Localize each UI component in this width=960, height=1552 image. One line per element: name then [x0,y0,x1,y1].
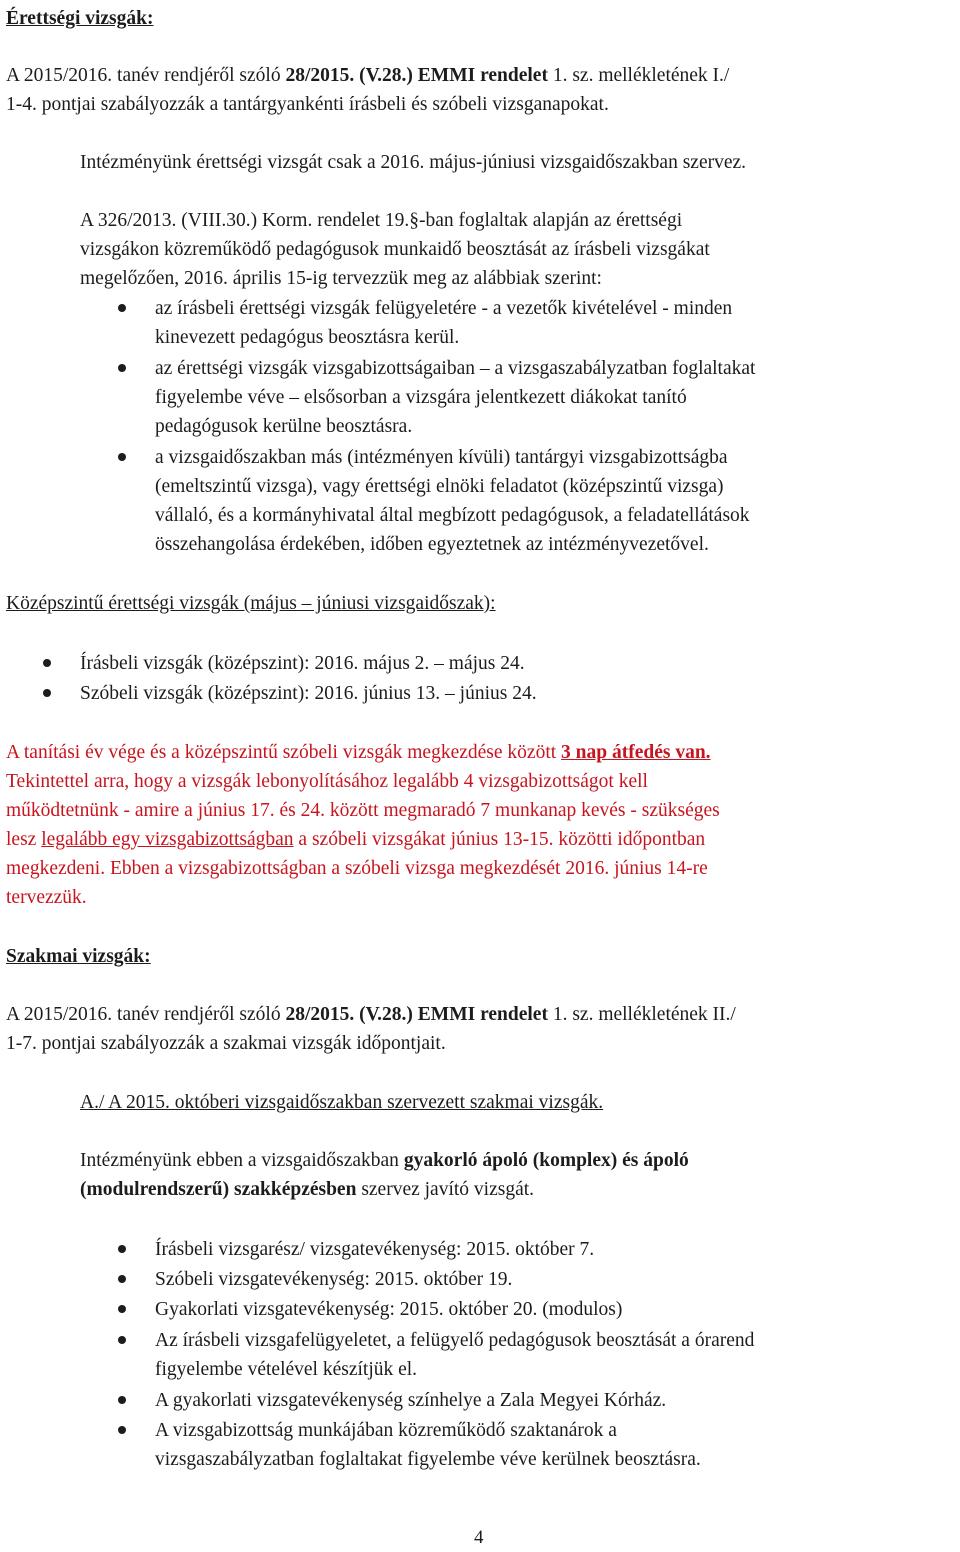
text: szervez javító vizsgát. [356,1179,535,1200]
bullet-icon [118,1275,126,1283]
bullet-icon [118,1245,126,1253]
bullet-icon [43,689,51,697]
list-item: kinevezett pedagógus beosztásra kerül. [155,327,460,348]
bullet-icon [43,659,51,667]
list-item: az írásbeli érettségi vizsgák felügyeletére - a vezetők kivételével - minden [155,298,733,319]
notice-line: tervezzük. [6,887,87,908]
text: 1. sz. mellékletének II./ [547,1004,736,1025]
list-item: az érettségi vizsgák vizsgabizottságaiban – a vizsgaszabályzatban foglaltakat [155,358,756,379]
text: A tanítási év vége és a középszintű szóbeli vizsgák megkezdése között [6,742,562,763]
underlined-text: legalább egy vizsgabizottságban [41,829,294,850]
paragraph-line: megelőzően, 2016. április 15-ig tervezzük meg az alábbiak szerint: [80,268,602,289]
heading-kozepszintu: Középszintű érettségi vizsgák (május – júniusi vizsgaidőszak): [6,593,496,614]
notice-line [6,738,711,767]
bullet-icon [118,1396,126,1404]
text: a szóbeli vizsgákat június 13-15. közötti időpontban [293,829,706,850]
paragraph-line: vizsgákon közreműködő pedagógusok munkaidő beosztását az írásbeli vizsgákat [80,239,710,260]
list-item: Írásbeli vizsgák (középszint): 2016. május 2. – május 24. [80,653,525,674]
list-item: Írásbeli vizsgarész/ vizsgatevékenység: 2015. október 7. [155,1239,595,1260]
text: A 2015/2016. tanév rendjéről szóló [6,1004,286,1025]
bullet-icon [118,364,126,372]
notice-line: Tekintettel arra, hogy a vizsgák lebonyolításához legalább 4 vizsgabizottságot kell [6,771,648,792]
list-item: Szóbeli vizsgatevékenység: 2015. október 19. [155,1269,513,1290]
text: Intézményünk ebben a vizsgaidőszakban [80,1150,404,1171]
page-number: 4 [474,1527,484,1548]
list-item: vizsgaszabályzatban foglaltakat figyelembe véve kerülnek beosztásra. [155,1449,701,1470]
bullet-icon [118,1426,126,1434]
list-item: figyelembe vételével készítjük el. [155,1359,418,1380]
subheading: A./ A 2015. októberi vizsgaidőszakban szervezett szakmai vizsgák. [80,1092,604,1113]
bullet-icon [118,453,126,461]
text: 1. sz. mellékletének I./ [547,65,730,86]
bullet-icon [118,1336,126,1344]
bold-text: (modulrendszerű) szakképzésben [80,1179,357,1200]
list-item: Szóbeli vizsgák (középszint): 2016. június 13. – június 24. [80,683,537,704]
notice-line: működtetnünk - amire a június 17. és 24. között megmaradó 7 munkanap kevés - szükséges [6,800,720,821]
text: lesz [6,829,42,850]
text: A 2015/2016. tanév rendjéről szóló [6,65,286,86]
decree-ref: 28/2015. (V.28.) EMMI rendelet [285,1004,548,1025]
list-item: A gyakorlati vizsgatevékenység színhelye a Zala Megyei Kórház. [155,1390,667,1411]
heading-erettsegi: Érettségi vizsgák: [6,8,154,29]
list-item: a vizsgaidőszakban más (intézményen kívüli) tantárgyi vizsgabizottságba [155,447,728,468]
paragraph-line: A 326/2013. (VIII.30.) Korm. rendelet 19.§-ban foglaltak alapján az érettségi [80,210,683,231]
bullet-icon [118,304,126,312]
list-item: figyelembe véve – elsősorban a vizsgára jelentkezett diákokat tanító [155,387,687,408]
paragraph-line: 1-4. pontjai szabályozzák a tantárgyankénti írásbeli és szóbeli vizsganapokat. [6,94,609,115]
bold-text: gyakorló ápoló (komplex) és ápoló [403,1150,689,1171]
notice-line: megkezdeni. Ebben a vizsgabizottságban a szóbeli vizsga megkezdését 2016. június 14-re [6,858,708,879]
list-item: Az írásbeli vizsgafelügyeletet, a felügyelő pedagógusok beosztását a órarend [155,1330,755,1351]
paragraph-line [6,61,729,90]
list-item: (emeltszintű vizsga), vagy érettségi elnöki feladatot (középszintű vizsga) [155,476,724,497]
paragraph-line [6,1000,736,1029]
decree-ref: 28/2015. (V.28.) EMMI rendelet [285,65,548,86]
paragraph-line [80,1175,534,1204]
list-item: vállaló, és a kormányhivatal által megbízott pedagógusok, a feladatellátások [155,505,750,526]
paragraph-line: 1-7. pontjai szabályozzák a szakmai vizsgák időpontjait. [6,1033,446,1054]
notice-line [6,825,705,854]
list-item: összehangolása érdekében, időben egyeztetnek az intézményvezetővel. [155,534,709,555]
list-item: pedagógusok kerülne beosztásra. [155,416,413,437]
heading-szakmai: Szakmai vizsgák: [6,946,151,967]
list-item: Gyakorlati vizsgatevékenység: 2015. október 20. (modulos) [155,1299,623,1320]
list-item: A vizsgabizottság munkájában közreműködő szaktanárok a [155,1420,617,1441]
paragraph-line: Intézményünk érettségi vizsgát csak a 2016. május-júniusi vizsgaidőszakban szervez. [80,152,747,173]
bullet-icon [118,1305,126,1313]
overlap-highlight: 3 nap átfedés van. [561,742,711,763]
paragraph-line [80,1146,689,1175]
